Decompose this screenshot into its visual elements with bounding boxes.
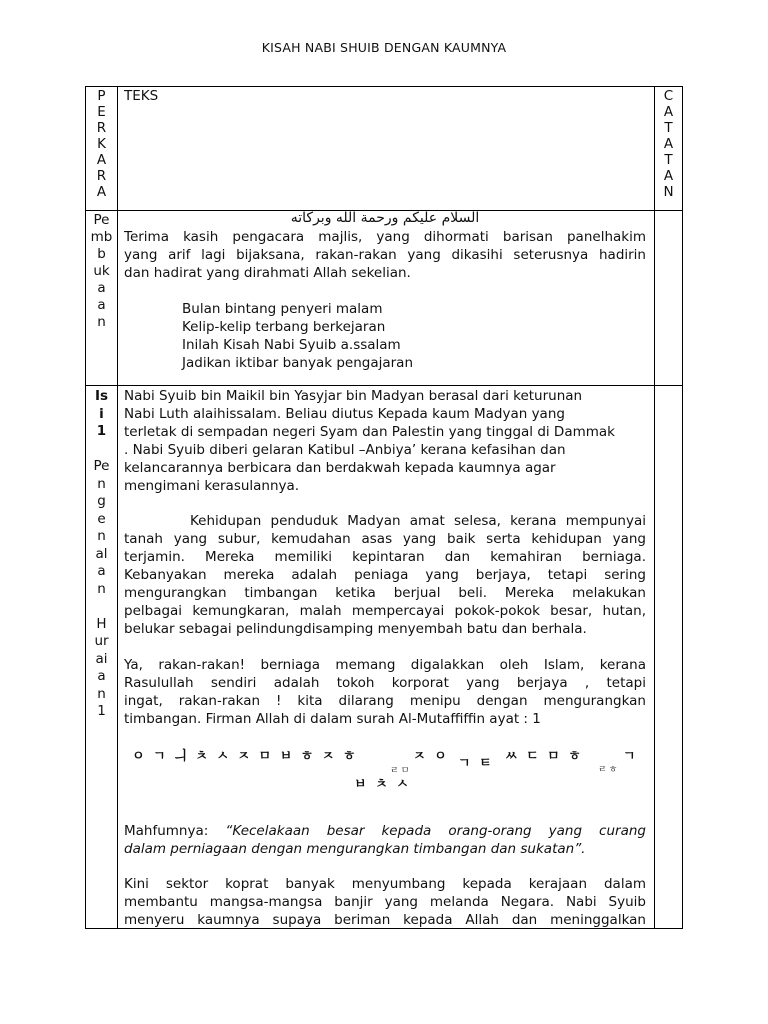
pantun-line: Jadikan iktibar banyak pengajaran — [182, 355, 414, 371]
paragraph-1: Nabi Syuib bin Maikil bin Yasyjar bin Madyan berasal dari keturunan Nabi Luth alaihissalam. Beliau diutus Kepada kaum Madyan yang terletak di sempadan negeri Syam dan Palestin yang tinggal di Dammak . Nabi Syuib diberi gelaran Katibul –Anbiya’ kerana kefasihan dan kelancarannya berbicara dan berdakwah kepada kaumnya agar mengimani kerasulannya. — [124, 388, 615, 494]
verse-glyphs-e: ㄱ — [623, 749, 638, 764]
pantun-line: Bulan bintang penyeri malam — [182, 301, 383, 317]
verse-glyphs-g: ㄹㅎ — [598, 765, 620, 775]
paragraph-4: Kini sektor koprat banyak menyumbang kepada kerajaan dalam membantu mangsa-mangsa banjir yang melanda Negara. Nabi Syuib menyeru kaumnya supaya beriman kepada Allah dan meninggalkan — [124, 876, 646, 928]
verse-glyphs-h: ㅂ ㅊ ㅅ — [354, 777, 411, 792]
arabic-greeting: السلام عليكم ورحمة الله وبركاته — [290, 210, 480, 226]
pantun-line: Inilah Kisah Nabi Syuib a.ssalam — [182, 337, 401, 353]
paragraph-2: Kehidupan penduduk Madyan amat selesa, kerana mempunyai tanah yang subur, kemudahan asas yang baik serta kehidupan yang terjamin. Mereka memiliki kepintaran dan kemahiran berniaga. Kebanyakan mereka adalah peniaga yang berjaya, tetapi sering mengurangkan timbangan ketika berjual beli. Mereka melakukan pelbagai kemungkaran, malah mempercayai pokok-pokok besar, hutan, belukar sebagai pelindungdisamping menyembah batu dan berhala. — [124, 513, 646, 637]
header-perkara: P E R K A R A — [96, 88, 107, 200]
verse-glyphs-c: ㄱ ㅌ — [458, 756, 494, 771]
row2-label: Is i 1 Pe n g e n al a n H ur ai a n 1 — [93, 388, 110, 719]
table-border-top — [85, 86, 683, 87]
verse-glyphs-d: ㅆ ㄷ ㅁ ㅎ — [505, 749, 583, 764]
pantun — [182, 300, 413, 372]
verse-glyphs-a: ㅇ ㄱ ㅢ ㅊ ㅅ ㅈ ㅁ ㅂ ㅎ ㅈ ㅎ — [132, 749, 358, 764]
row1-label: Pe mb b uk a a n — [90, 212, 113, 330]
paragraph-3: Ya, rakan-rakan! berniaga memang digalakkan oleh Islam, kerana Rasulullah sendiri adalah tokoh korporat yang berjaya , tetapi ingat, rakan-rakan ! kita dilarang menipu dengan mengurangkan timbangan. Firman Allah di dalam surah Al-Mutaffiffin ayat : 1 — [124, 657, 646, 727]
intro-paragraph: Terima kasih pengacara majlis, yang dihormati barisan panelhakim yang arif lagi bijaksana, rakan-rakan yang dikasihi seterusnya hadirin dan hadirat yang dirahmati Allah sekelian. — [124, 229, 646, 281]
table-border-row2 — [85, 385, 683, 386]
header-teks: TEKS — [124, 88, 159, 104]
mahfum: Mahfumnya: “Kecelakaan besar kepada orang-orang yang curang dalam perniagaan dengan mengurangkan timbangan dan sukatan”. — [124, 823, 646, 857]
verse-glyphs-f: ㄹㅁ — [390, 766, 412, 776]
table-border-right — [682, 86, 683, 929]
pantun-line: Kelip-kelip terbang berkejaran — [182, 319, 386, 335]
header-catatan: C A T A T A N — [663, 88, 674, 200]
table-divider-2 — [654, 86, 655, 929]
table-divider-1 — [117, 86, 118, 929]
verse-glyphs-b: ㅈ ㅇ — [413, 749, 449, 764]
document-title: KISAH NABI SHUIB DENGAN KAUMNYA — [261, 40, 507, 55]
